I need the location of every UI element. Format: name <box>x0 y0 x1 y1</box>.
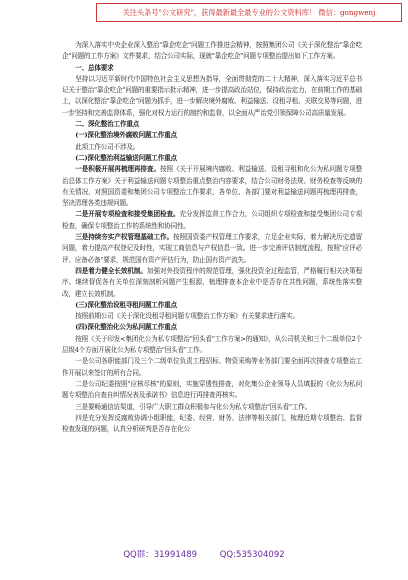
paragraph-item-3 <box>62 232 362 266</box>
paragraph-item-2 <box>62 209 362 232</box>
paragraph-point-3: 三是要畅通信访渠道，引导广大职工群众积极参与化公为私专项整治"回头看"工作。 <box>75 402 312 411</box>
heading-public-to-private: (四)深化整治化公为私问题工作重点 <box>75 323 177 332</box>
paragraph-point-1: 一是公司各职能部门及三个二级单位负责工程招标、物资采购等业务部门要全面再次排查专项整治工作开展以来签订的所有合同。 <box>62 357 362 377</box>
paragraph-item-4 <box>62 266 362 300</box>
item-text: 加强对外投资程序的规范管理，强化投资全过程监管，严格履行相关决策程序。继续督促各有关单位深刻剖析问题产生根源，梳理排查本企业中是否存在共性问题，系统性落实整改，建立长效机制。 <box>62 266 362 298</box>
paragraph-item-1 <box>62 164 362 209</box>
paragraph-public-to-private: 按照《关于印发<集团化公为私专项整治"回头看"工作方案>的通知》，从公司机关和三个二级单位2个层级4个方面开展化公为私专项整治"回头看"工作。 <box>62 334 362 355</box>
heading-general-requirements: 一、总体要求 <box>75 63 114 72</box>
footer-qq-group: QQ群：31991489 <box>123 550 198 560</box>
banner-text: 关注头条号"公文研究"，获得最新最全最专业的公文资料库！ 微信：gongwenj <box>122 7 376 17</box>
item-text: 按照国资委产权管理工作要求，立足企业实际，着力解决历史遗留问题，着力提高产权登记及时性，实现工商信息与产权信息一致。进一步完善评估制度流程，按照"应评必评、应备必备"要求，规范国有资产评估行为，防止国有资产流失。 <box>62 233 363 264</box>
paragraph-point-4: 四是充分发挥反腐败协调小组职能，纪委、经营、财务、法律等相关部门，梳理近期专项整治、监督检查发现的问题，认真分析研判是否存在化公 <box>62 413 362 434</box>
heading-overseas-corruption: (一)深化整治境外腐败问题工作重点 <box>75 131 177 140</box>
paragraph-point-2: 二是公司纪委按照"应核尽核"的原则，实施穿透性排查，对化集公企业领导人员填报的《化公为私问题专项整治自查自纠情况表及承诺书》信息进行再排查再核实。 <box>62 379 362 400</box>
top-banner <box>96 3 402 22</box>
footer-qq: QQ:535304092 <box>219 550 285 560</box>
heading-key-tasks: 二、深化整治工作重点 <box>75 120 140 129</box>
item-text: 按照《关于开展境内腐败、利益输送、设租寻租和化公为私问题专项整治总体工作方案》关于利益输送问题专项整治重点整治内容要求，结合公司财务法规、财务检查等反映的有关情况，对照国资委和集团公司专项整治工作要求，各单位、各部门要对利益输送问题再梳理再排查，坚决清理各类违规问题。 <box>62 165 362 208</box>
document-body <box>62 40 362 435</box>
item-lead: 四是着力健全长效机制。 <box>75 266 147 275</box>
heading-rent-seeking: (三)深化整治设租寻租问题工作重点 <box>75 300 177 309</box>
item-lead: 一是积极开展再梳理再排查。 <box>75 165 160 174</box>
paragraph-intro: 为深入落实中央企业深入整治"靠企吃企"问题工作推进会精神，按照集团公司《关于深化整治"靠企吃企"问题的工作方案》文件要求，结合公司实际，现就"靠企吃企"问题专项整治提出如下工作方案。 <box>62 41 362 61</box>
paragraph-not-applicable: 此项工作公司不涉及。 <box>75 142 140 151</box>
footer <box>0 548 408 560</box>
item-lead: 三是持续夯实产权管理基础工作。 <box>75 233 174 242</box>
paragraph-general: 坚持以习近平新时代中国特色社会主义思想为指导，全面贯彻党的二十大精神，深入落实习近平总书记关于整治"靠企吃企"问题的重要指示批示精神，进一步提高政治站位，保持政治定力，在前期工作的基础上，以深化整治"靠企吃企"问题为抓手，进一步解决境外腐败、利益输送、设租寻租、关联交易等问题，进一步坚持和完善监督体系，强化对权力运行的制约和监督，以全面从严治党引领保障公司高质量发展。 <box>62 74 362 117</box>
item-lead: 二是开展专项检查和接受集团检查。 <box>75 210 180 219</box>
heading-benefit-transfer: (二)深化整治利益输送问题工作重点 <box>75 153 177 162</box>
item-text: 充分发挥监督工作合力，公司组织专项检查和接受集团公司专项检查，确保专项整治工作的系统性和协同性。 <box>62 210 362 230</box>
paragraph-rent-seeking: 按照前期公司《关于深化设租寻租问题专项整治工作方案》有关要求进行落实。 <box>75 312 299 321</box>
